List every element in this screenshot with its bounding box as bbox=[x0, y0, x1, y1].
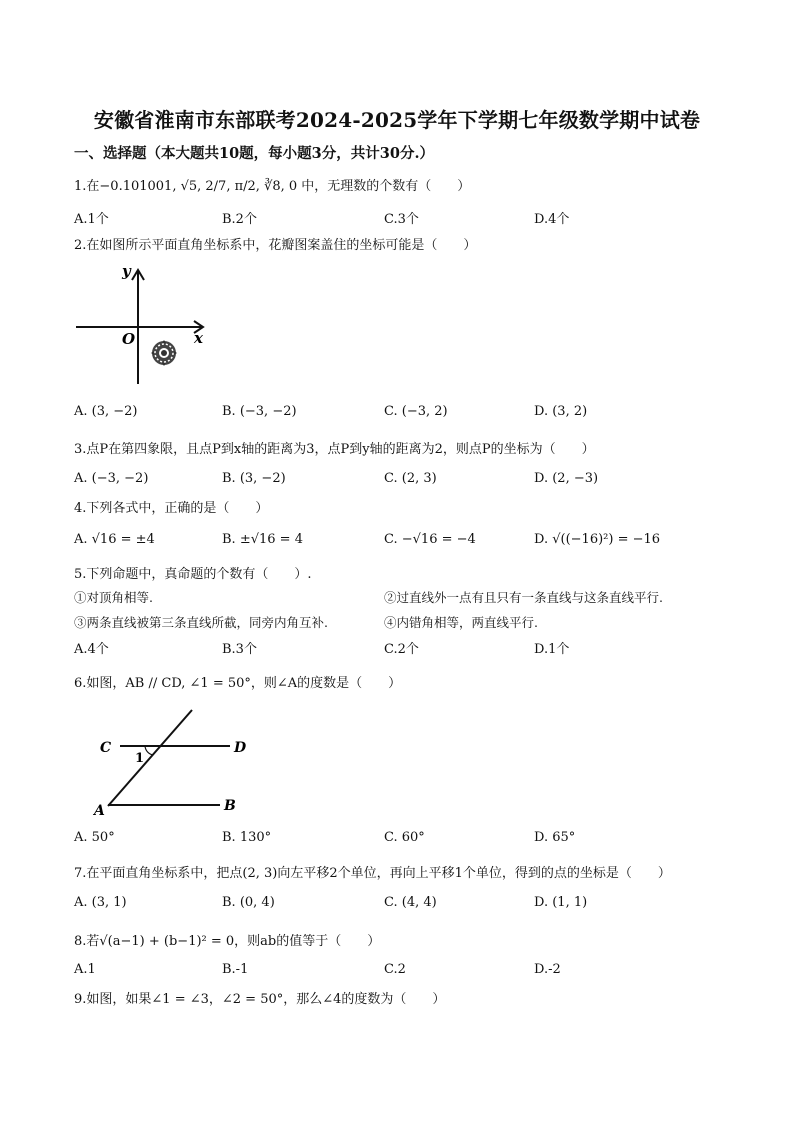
q5-statement-3: ③两条直线被第三条直线所截，同旁内角互补. bbox=[74, 615, 328, 630]
q6-option-d: D. 65° bbox=[534, 830, 576, 845]
q8-option-c: C.2 bbox=[384, 962, 406, 977]
q2-option-b: B. (−3, −2) bbox=[222, 404, 297, 419]
label-c: C bbox=[100, 740, 112, 756]
origin-label: O bbox=[122, 330, 136, 348]
q2-option-a: A. (3, −2) bbox=[74, 404, 138, 419]
question-6-stem: 6.如图，AB // CD, ∠1 = 50°，则∠A的度数是（ ） bbox=[74, 676, 402, 691]
q4-option-a: A. √16 = ±4 bbox=[74, 532, 155, 547]
parallel-lines-figure bbox=[90, 700, 260, 820]
coordinate-figure bbox=[70, 258, 220, 393]
q2-option-d: D. (3, 2) bbox=[534, 404, 588, 419]
page-title: 安徽省淮南市东部联考2024-2025学年下学期七年级数学期中试卷 bbox=[93, 108, 701, 132]
q1-option-a: A.1个 bbox=[74, 212, 109, 227]
q5-statement-2: ②过直线外一点有且只有一条直线与这条直线平行. bbox=[384, 590, 663, 605]
question-7-stem: 7.在平面直角坐标系中，把点(2, 3)向左平移2个单位，再向上平移1个单位，得到的点的坐标是（ ） bbox=[74, 866, 671, 881]
y-axis-label: y bbox=[122, 262, 131, 280]
q3-option-c: C. (2, 3) bbox=[384, 471, 437, 486]
q2-option-c: C. (−3, 2) bbox=[384, 404, 448, 419]
q7-option-b: B. (0, 4) bbox=[222, 895, 275, 910]
q8-option-a: A.1 bbox=[74, 962, 96, 977]
q5-statement-1: ①对顶角相等. bbox=[74, 590, 153, 605]
q7-option-a: A. (3, 1) bbox=[74, 895, 127, 910]
q3-option-d: D. (2, −3) bbox=[534, 471, 599, 486]
angle-1-label: 1 bbox=[135, 751, 145, 766]
q6-option-a: A. 50° bbox=[74, 830, 115, 845]
q6-option-c: C. 60° bbox=[384, 830, 425, 845]
section-heading: 一、选择题（本大题共10题，每小题3分，共计30分.） bbox=[74, 145, 434, 162]
q5-option-b: B.3个 bbox=[222, 642, 257, 657]
q5-option-c: C.2个 bbox=[384, 642, 419, 657]
question-8-stem: 8.若√(a−1) + (b−1)² = 0，则ab的值等于（ ） bbox=[74, 934, 381, 949]
q1-option-b: B.2个 bbox=[222, 212, 257, 227]
question-5-stem: 5.下列命题中，真命题的个数有（ ）. bbox=[74, 567, 312, 582]
question-9-stem: 9.如图，如果∠1 = ∠3，∠2 = 50°，那么∠4的度数为（ ） bbox=[74, 992, 446, 1007]
label-b: B bbox=[224, 798, 236, 814]
question-2-stem: 2.在如图所示平面直角坐标系中，花瓣图案盖住的坐标可能是（ ） bbox=[74, 238, 477, 253]
x-axis-label: x bbox=[194, 329, 203, 347]
q3-option-a: A. (−3, −2) bbox=[74, 471, 149, 486]
q7-option-c: C. (4, 4) bbox=[384, 895, 437, 910]
q5-option-a: A.4个 bbox=[74, 642, 109, 657]
q8-option-d: D.-2 bbox=[534, 962, 561, 977]
q7-option-d: D. (1, 1) bbox=[534, 895, 588, 910]
flower-pattern-icon bbox=[151, 340, 177, 366]
q1-option-d: D.4个 bbox=[534, 212, 570, 227]
question-3-stem: 3.点P在第四象限，且点P到x轴的距离为3，点P到y轴的距离为2，则点P的坐标为（ ） bbox=[74, 442, 595, 457]
q3-option-b: B. (3, −2) bbox=[222, 471, 286, 486]
q5-statement-4: ④内错角相等，两直线平行. bbox=[384, 615, 538, 630]
q4-option-c: C. −√16 = −4 bbox=[384, 532, 476, 547]
q4-option-b: B. ±√16 = 4 bbox=[222, 532, 303, 547]
question-1-stem: 1.在−0.101001, √5, 2/7, π/2, ∛8, 0 中，无理数的个数有（ ） bbox=[74, 179, 471, 194]
q4-option-d: D. √((−16)²) = −16 bbox=[534, 532, 661, 547]
question-4-stem: 4.下列各式中，正确的是（ ） bbox=[74, 501, 269, 516]
label-a: A bbox=[94, 803, 105, 819]
q5-option-d: D.1个 bbox=[534, 642, 570, 657]
q8-option-b: B.-1 bbox=[222, 962, 249, 977]
q6-option-b: B. 130° bbox=[222, 830, 272, 845]
q1-option-c: C.3个 bbox=[384, 212, 419, 227]
label-d: D bbox=[234, 740, 247, 756]
